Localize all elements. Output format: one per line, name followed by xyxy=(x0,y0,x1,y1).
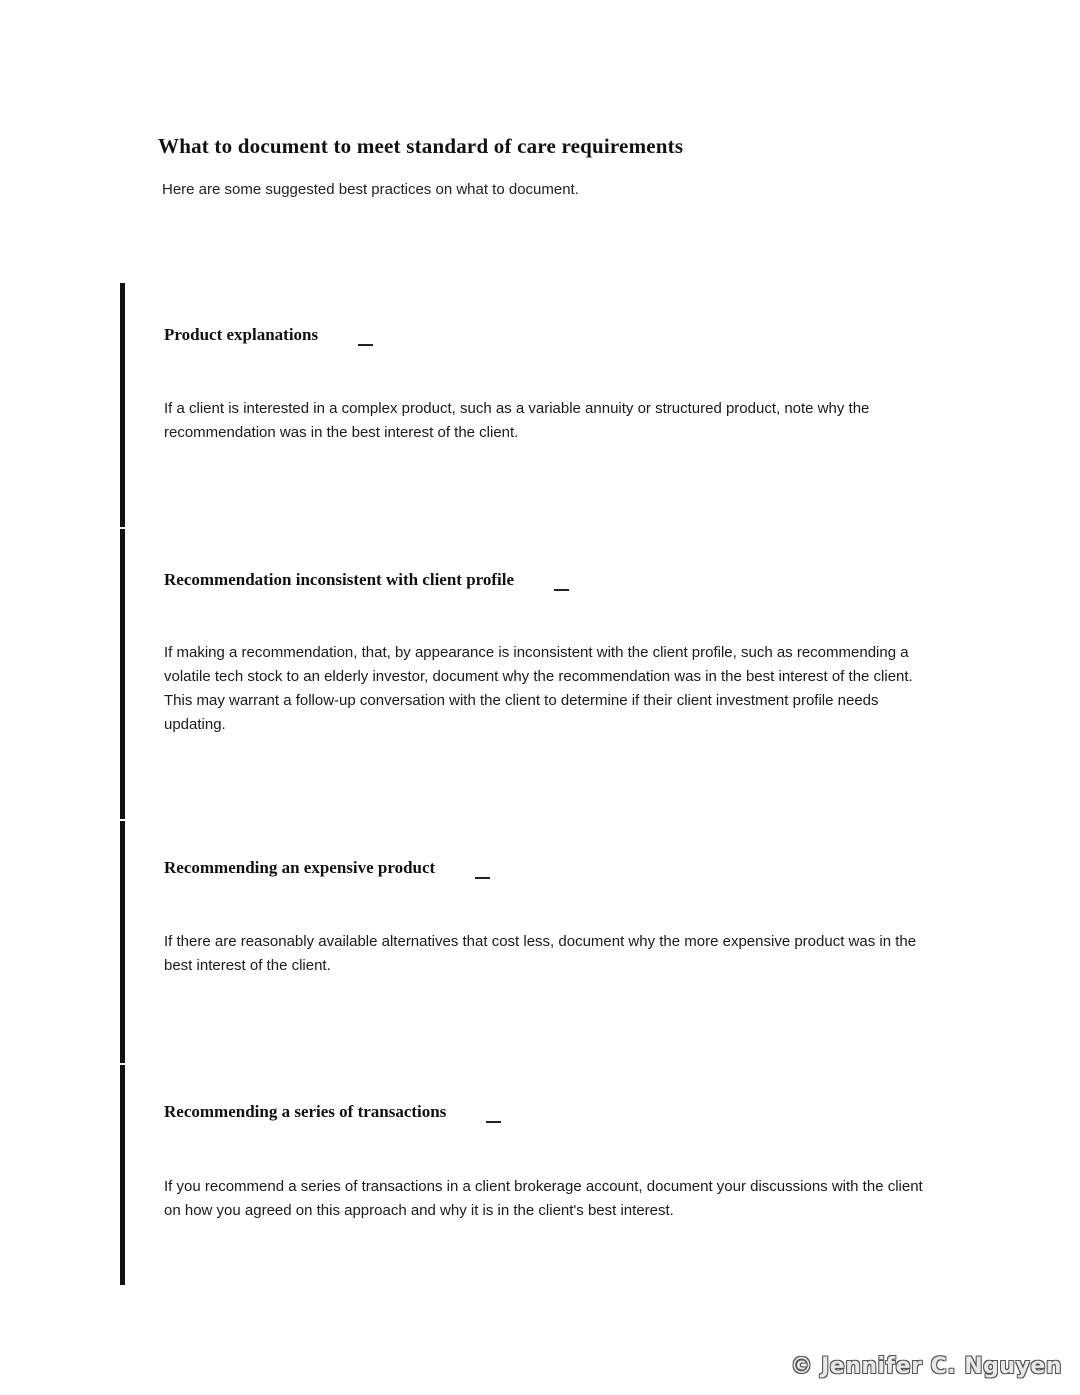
collapse-minus-icon[interactable] xyxy=(358,344,373,346)
section-accent-bar xyxy=(120,529,125,819)
watermark: © Jennifer C. Nguyen xyxy=(790,1354,1062,1379)
accordion-section-recommendation-inconsistent xyxy=(120,529,960,819)
section-header[interactable] xyxy=(164,325,373,345)
accordion-section-series-of-transactions xyxy=(120,1065,960,1285)
page-title: What to document to meet standard of care requirements xyxy=(158,134,684,158)
section-heading: Recommending an expensive product xyxy=(164,858,436,877)
section-body: If there are reasonably available alternatives that cost less, document why the more expensive product was in the best interest of the client. xyxy=(164,933,917,974)
section-body: If you recommend a series of transactions in a client brokerage account, document your discussions with the client on how you agreed on this approach and why it is in the client's best interest. xyxy=(164,1178,923,1219)
section-header[interactable] xyxy=(164,1102,501,1122)
section-body: If a client is interested in a complex product, such as a variable annuity or structured product, note why the recommendation was in the best interest of the client. xyxy=(164,400,870,441)
collapse-minus-icon[interactable] xyxy=(554,589,569,591)
page-subtitle: Here are some suggested best practices on what to document. xyxy=(162,181,579,198)
section-heading: Product explanations xyxy=(164,325,319,344)
collapse-minus-icon[interactable] xyxy=(486,1121,501,1123)
section-header[interactable] xyxy=(164,858,490,878)
collapse-minus-icon[interactable] xyxy=(475,877,490,879)
section-body: If making a recommendation, that, by appearance is inconsistent with the client profile, such as recommending a volatile tech stock to an elderly investor, document why the recommendation was in the best interest of the client. This may warrant a follow-up conversation with the client to determine if their client investment profile needs updating. xyxy=(164,644,913,733)
section-accent-bar xyxy=(120,283,125,527)
section-header[interactable] xyxy=(164,570,569,590)
section-accent-bar xyxy=(120,1065,125,1285)
section-accent-bar xyxy=(120,821,125,1063)
accordion-section-product-explanations xyxy=(120,283,960,527)
accordion-section-expensive-product xyxy=(120,821,960,1063)
section-heading: Recommendation inconsistent with client profile xyxy=(164,570,515,589)
section-heading: Recommending a series of transactions xyxy=(164,1102,447,1121)
